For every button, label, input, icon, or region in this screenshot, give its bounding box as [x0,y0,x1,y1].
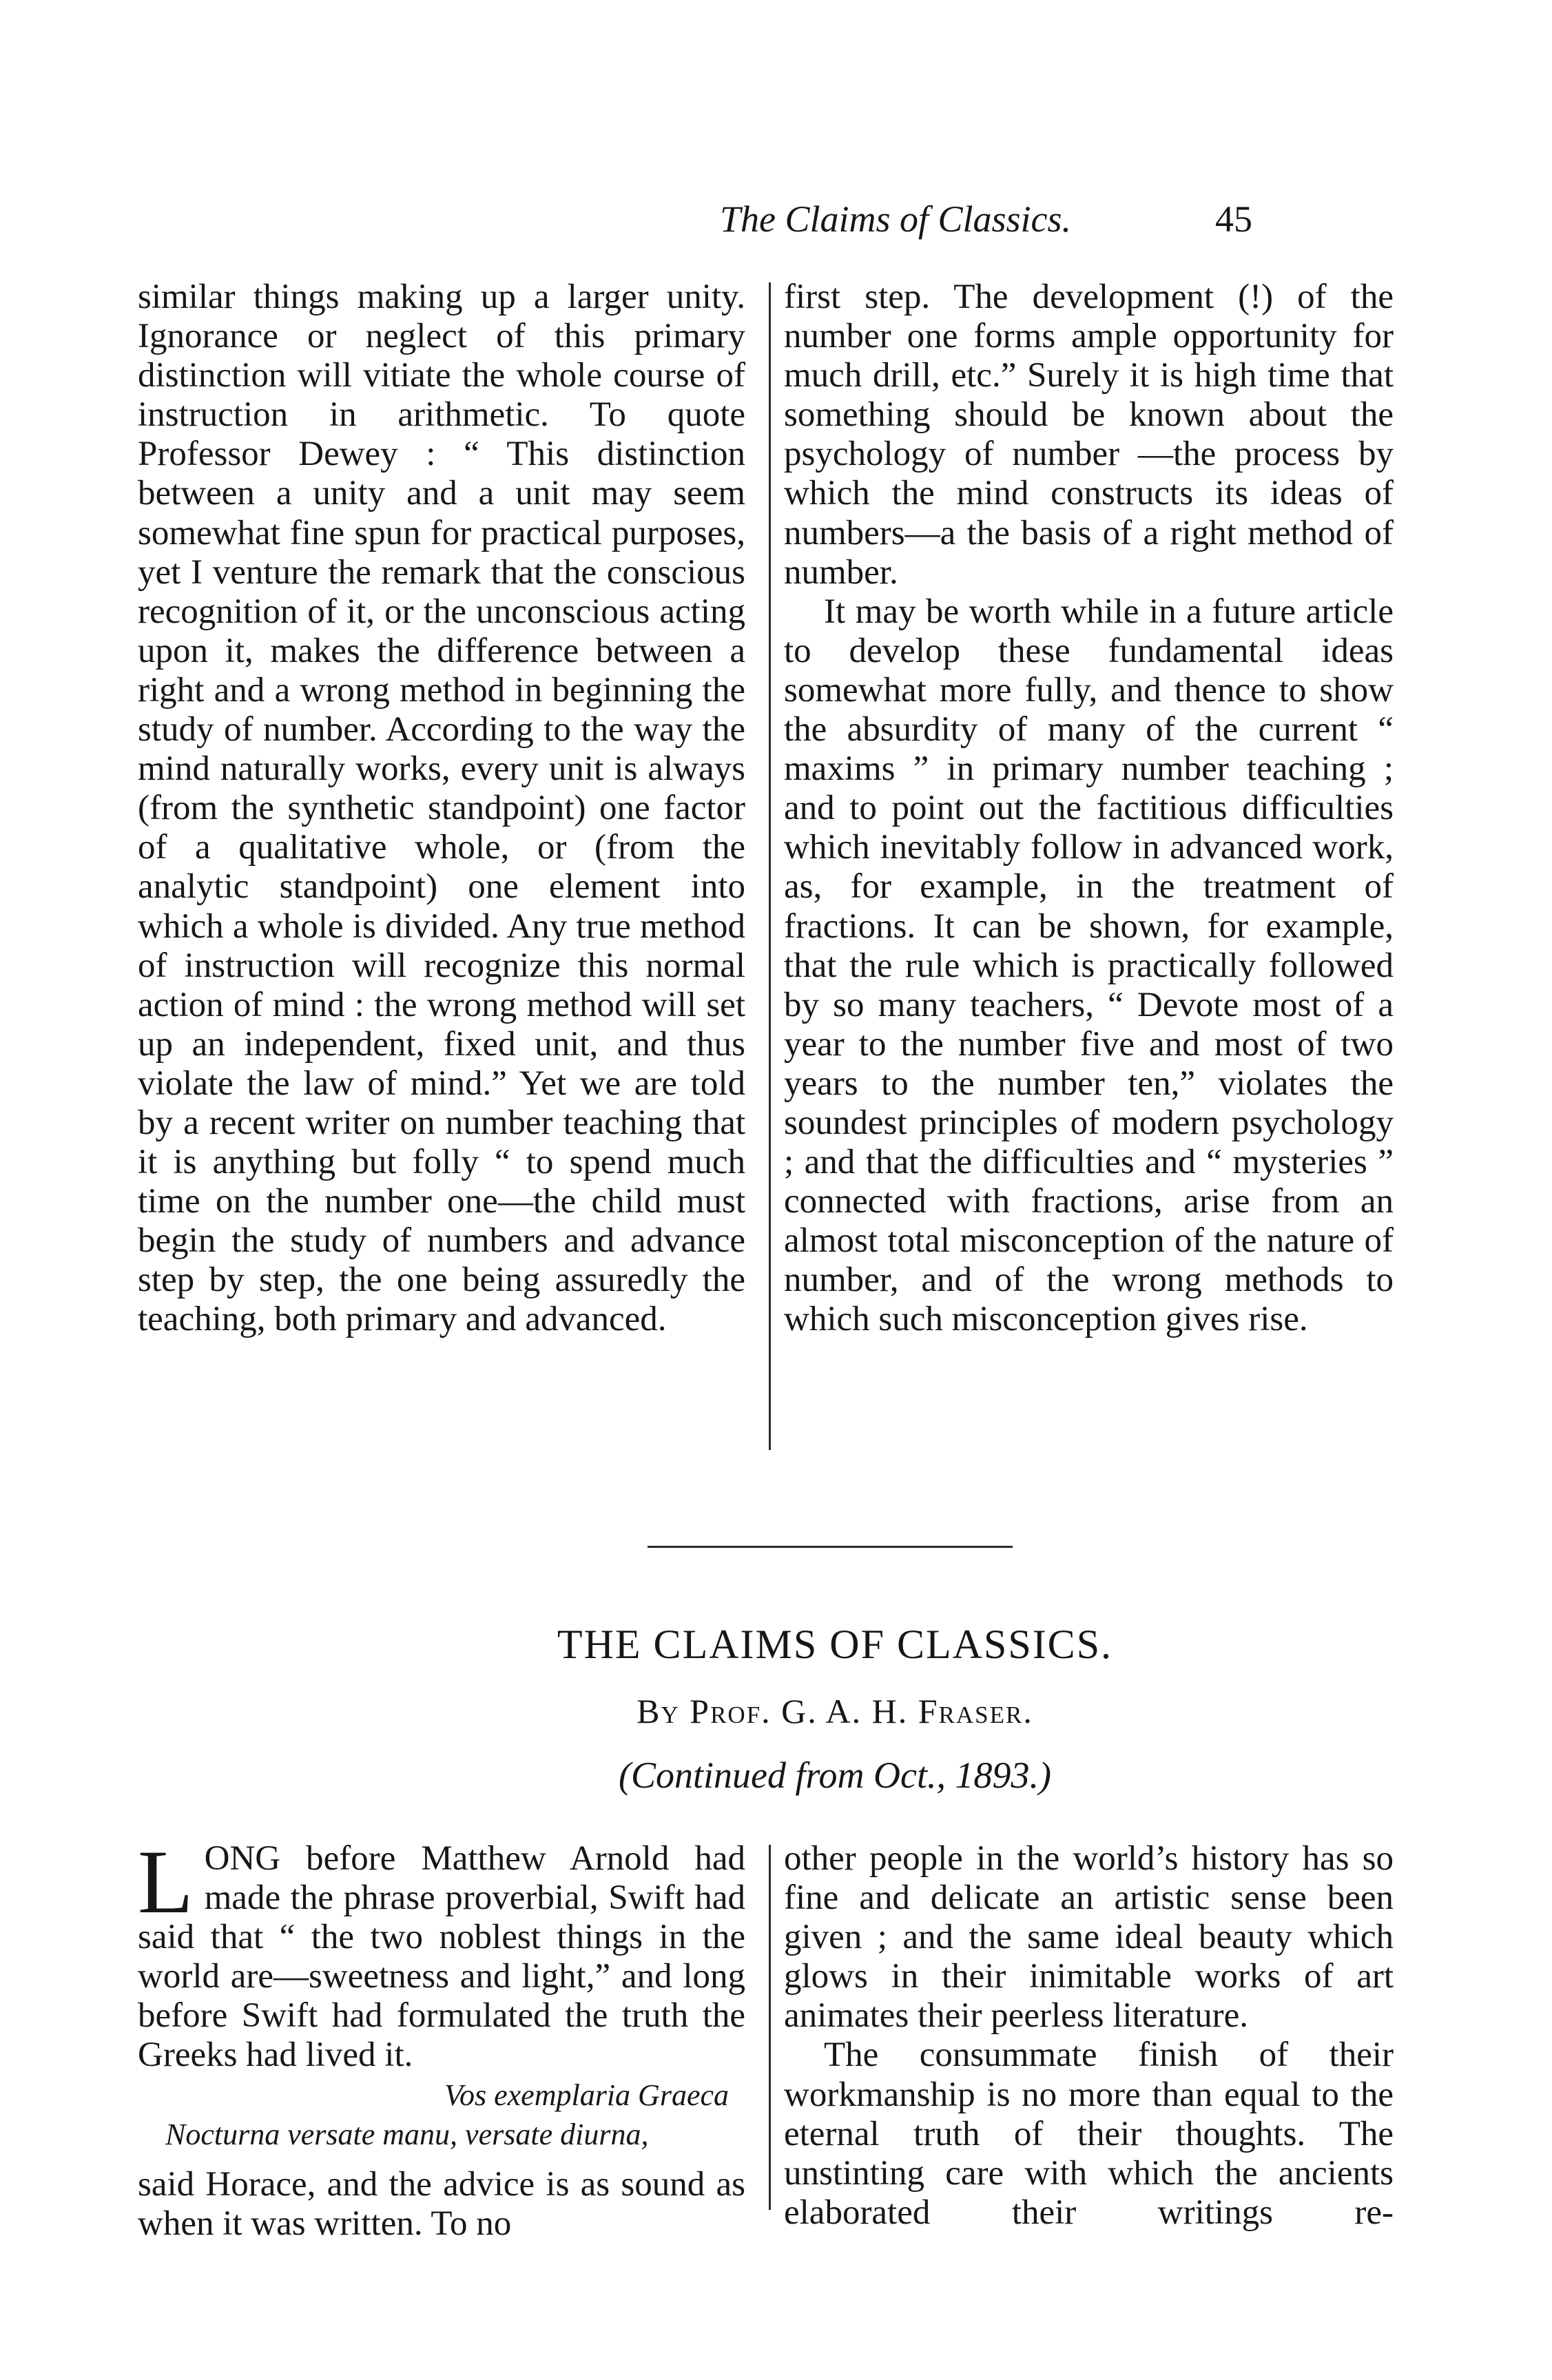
paragraph: It may be worth while in a future article to develop these fundamental ideas somewhat more fully, and thence to show the absurdity of many of the current “ maxims ” in primary number teaching ; and to point out the factitious difficulties which inevitably follow in advanced work, as, for example, in the treatment of fractions. It can be shown, for example, that the rule which is practically followed by so many teachers, “ Devote most of a year to the number five and most of two years to the number ten,” violates the soundest principles of modern psychology ; and that the difficulties and “ mysteries ” connected with fractions, arise from an almost total misconception of the nature of number, and of the wrong methods to which such misconception gives rise. [784,592,1394,1339]
paragraph: said Horace, and the advice is as sound as when it was written. To no [138,2164,745,2243]
paragraph: similar things making up a larger unity. Ignorance or neglect of this primary distinction will vitiate the whole course of instruction in arithmetic. To quote Professor Dewey : “ This distinction between a unity and a unit may seem somewhat fine spun for practical purposes, yet I venture the remark that the conscious recognition of it, or the unconscious acting upon it, makes the difference between a right and a wrong method in beginning the study of number. According to the way the mind naturally works, every unit is always (from the synthetic standpoint) one factor of a qualitative whole, or (from the analytic standpoint) one element into which a whole is divided. Any true method of instruction will recognize this normal action of mind : the wrong method will set up an independent, fixed unit, and thus violate the law of mind.” Yet we are told by a recent writer on number teaching that it is anything but folly “ to spend much time on the number one—the child must begin the study of numbers and advance step by step, the one being assuredly the teaching, both primary and advanced. [138,278,745,1339]
section-divider [648,1546,1013,1548]
article-title: THE CLAIMS OF CLASSICS. [557,1622,1113,1667]
drop-cap: L [138,1831,194,1932]
article-left-column [138,1831,745,2244]
paragraph: The consummate finish of their workmanship is no more than equal to the eternal truth of their thoughts. The unstinting care with which the ancients elaborated their writings re- [784,2036,1394,2232]
continued-note: (Continued from Oct., 1893.) [619,1755,1051,1796]
latin-quote-line-2: Nocturna versate manu, versate diurna, [165,2117,649,2151]
opening-text: ONG before Matthew Arnold had made the phrase proverbial, Swift had said that “ the two noblest things in the world are—sweetness and light,” and long before Swift had formulated the truth the Greeks had lived it. [138,1839,745,2075]
paragraph: first step. The development (!) of the number one forms ample opportunity for much drill, etc.” Surely it is high time that something should be known about the psychology of number —the process by which the mind constructs its ideas of numbers—a the basis of a right method of number. [784,278,1394,592]
previous-article-left-column [138,278,745,1340]
running-title: The Claims of Classics. [719,198,1072,240]
paragraph: other people in the world’s history has so fine and delicate an artistic sense been given ; and the same ideal beauty which glows in their inimitable works of art animates their peerless literature. [784,1839,1394,2036]
previous-article-right-column [784,278,1394,1340]
article-byline: By Prof. G. A. H. Fraser. [637,1692,1033,1730]
column-divider [769,1845,771,2210]
latin-quote-line-1: Vos exemplaria Graeca [444,2078,729,2112]
opening-paragraph [138,1831,745,2076]
column-divider [769,282,771,1450]
page-number: 45 [1215,198,1252,240]
article-right-column [784,1839,1394,2233]
